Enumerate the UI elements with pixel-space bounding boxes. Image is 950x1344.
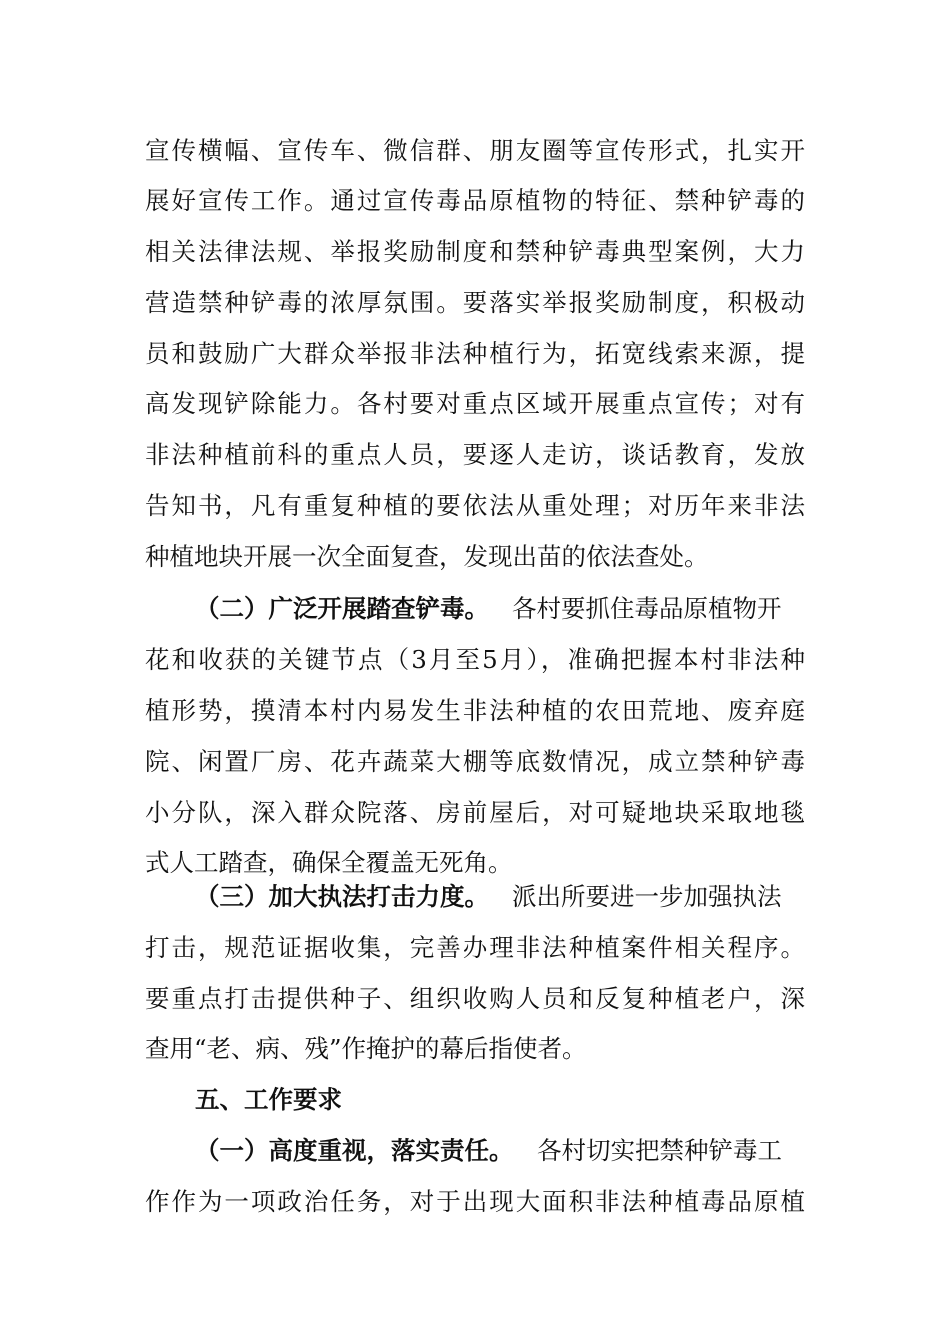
section-heading: 五、工作要求	[195, 1085, 342, 1114]
paragraph-2-heading: （二）广泛开展踏查铲毒。	[195, 594, 489, 623]
document-page: 宣传横幅、宣传车、微信群、朋友圈等宣传形式，扎实开 展好宣传工作。通过宣传毒品原植物的特征、禁种铲毒的 相关法律法规、举报奖励制度和禁种铲毒典型案例，大力 营造禁种铲毒的浓厚氛围。要落实举报奖励制度，积极动 员和鼓励广大群众举报非法种植行为，拓宽线索来源，提 高发现铲除能力。各村要对重点区域开展重点宣传；对有 非法种植前科的重点人员，要逐人走访，谈话教育，发放 告知书，凡有重复种植的要依法从重处理；对历年来非法 种植地块开展一次全面复查，发现出苗的依法查处。 （二）广泛开展踏查铲毒。 各村要抓住毒品原植物开 花和收获的关键节点（3月至5月），准确把握本村非法种 植形势，摸清本村内易发生非法种植的农田荒地、废弃庭 院、闲置厂房、花卉蔬菜大棚等底数情况，成立禁种铲毒 小分队，深入群众院落、房前屋后，对可疑地块采取地毯 式人工踏查，确保全覆盖无死角。 （三）加大执法打击力度。 派出所要进一步加强执法 打击，规范证据收集，完善办理非法种植案件相关程序。 要重点打击提供种子、组织收购人员和反复种植老户，深 查用“老、病、残”作掩护的幕后指使者。 五、工作要求 （一）高度重视，落实责任。 各村切实把禁种铲毒工 作作为一项政治任务，对于出现大面积非法种植毒品原植	[0, 0, 950, 1344]
paragraph-3-heading: （三）加大执法打击力度。	[195, 882, 489, 911]
paragraph-4-heading: （一）高度重视，落实责任。	[195, 1136, 514, 1165]
